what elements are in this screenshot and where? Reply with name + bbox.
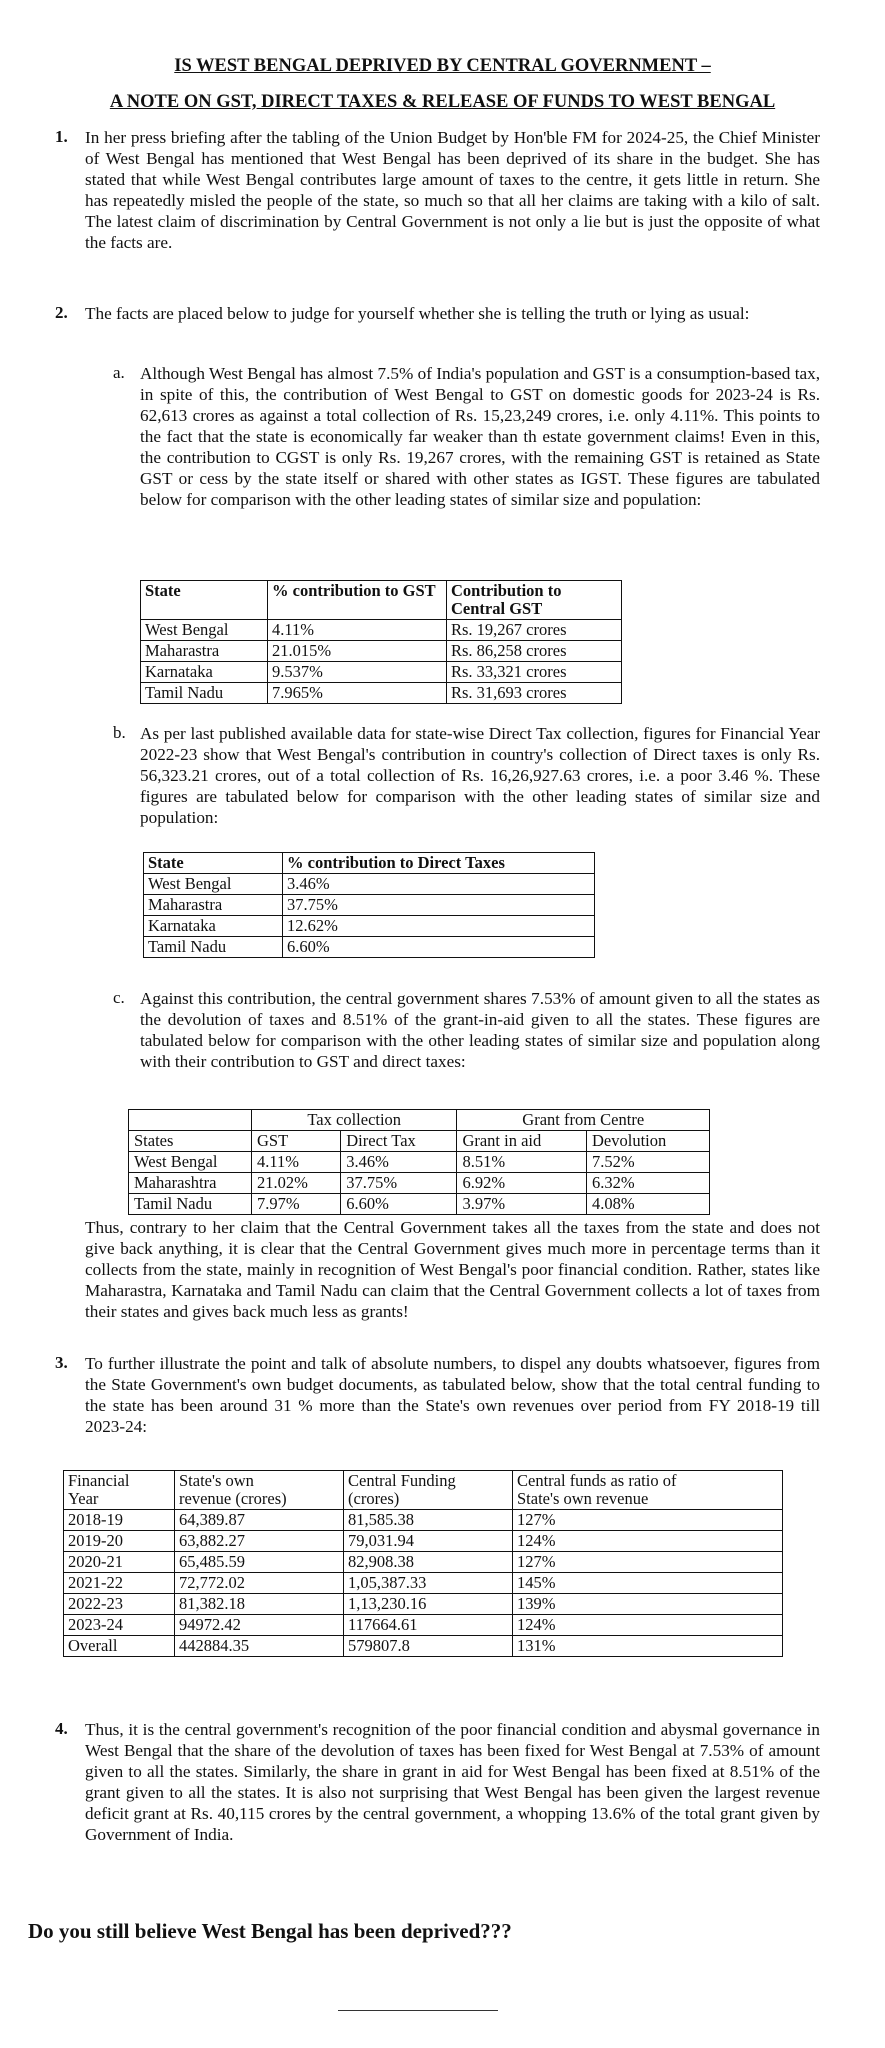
point-2-text: The facts are placed below to judge for yourself whether she is telling the truth or lying as usual: [85, 304, 750, 323]
column-header: State's own revenue (crores) [175, 1471, 344, 1510]
table-cell: West Bengal [129, 1152, 252, 1173]
table-cell: 81,382.18 [175, 1594, 344, 1615]
table-row [144, 895, 595, 916]
table-cell: 64,389.87 [175, 1510, 344, 1531]
central-funding-table [63, 1470, 783, 1657]
table-row [64, 1510, 783, 1531]
table-row [64, 1615, 783, 1636]
table-cell: Tamil Nadu [144, 937, 283, 958]
point-1-number: 1. [55, 127, 68, 146]
table-cell: 9.537% [268, 662, 447, 683]
table-cell: Rs. 86,258 crores [447, 641, 622, 662]
table-row [144, 916, 595, 937]
table-cell: Maharashtra [129, 1173, 252, 1194]
point-3-text: To further illustrate the point and talk of absolute numbers, to dispel any doubts whatsoever, figures from the State Government's own budget documents, as tabulated below, show that the total central funding to the state has been around 31 % more than the State's own revenues over period from FY 2018-19 till 2023-24: [85, 1354, 820, 1436]
table-cell: 3.46% [283, 874, 595, 895]
table-row [141, 662, 622, 683]
point-2b-letter: b. [113, 723, 126, 742]
table-cell: 131% [513, 1636, 783, 1657]
table-cell: 65,485.59 [175, 1552, 344, 1573]
table-cell: 37.75% [341, 1173, 457, 1194]
table-cell: 37.75% [283, 895, 595, 916]
table-cell: Maharastra [144, 895, 283, 916]
point-2c-conclusion: Thus, contrary to her claim that the Central Government takes all the taxes from the state and does not give back anything, it is clear that the Central Government gives much more in percentage terms than it collects from the state, mainly in recognition of West Bengal's poor financial condition. Rather, states like Maharastra, Karnataka and Tamil Nadu can claim that the Central Government collects a lot of taxes from their states and gives back much less as grants! [85, 1218, 820, 1321]
table-cell: 79,031.94 [344, 1531, 513, 1552]
table-cell: 7.52% [587, 1152, 710, 1173]
table-cell: 579807.8 [344, 1636, 513, 1657]
table-cell: 4.11% [252, 1152, 341, 1173]
point-2-number: 2. [55, 303, 68, 322]
table-header-row [64, 1471, 783, 1510]
tax-vs-grant-table [128, 1109, 710, 1215]
table-row [64, 1573, 783, 1594]
table-cell: 2019-20 [64, 1531, 175, 1552]
table-cell: 6.32% [587, 1173, 710, 1194]
column-header: Grant in aid [457, 1131, 587, 1152]
table-cell: 12.62% [283, 916, 595, 937]
group-header-tax-collection: Tax collection [252, 1110, 457, 1131]
point-4-number: 4. [55, 1719, 68, 1738]
table-cell: Maharastra [141, 641, 268, 662]
table-cell: 94972.42 [175, 1615, 344, 1636]
table-cell: Rs. 33,321 crores [447, 662, 622, 683]
table-cell: 442884.35 [175, 1636, 344, 1657]
point-2c-text: Against this contribution, the central government shares 7.53% of amount given to all the states as the devolution of taxes and 8.51% of the grant-in-aid given to all the states. These figures are tabulated below for comparison with the other leading states of similar size and population along with their contribution to GST and direct taxes: [140, 989, 820, 1071]
table-cell: 2023-24 [64, 1615, 175, 1636]
point-4-text: Thus, it is the central government's recognition of the poor financial condition and abysmal governance in West Bengal that the share of the devolution of taxes has been fixed for West Bengal at 7.53% of amount given to all the states. Similarly, the share in grant in aid for West Bengal has been fixed at 8.51% of the grant given to all the states. It is also not surprising that West Bengal has been given the largest revenue deficit grant at Rs. 40,115 crores by the central government, a whopping 13.6% of the total grant given by Government of India. [85, 1720, 820, 1844]
table-cell: 6.92% [457, 1173, 587, 1194]
point-2a-letter: a. [113, 363, 125, 382]
table-cell: Rs. 31,693 crores [447, 683, 622, 704]
table-cell: 82,908.38 [344, 1552, 513, 1573]
table-cell: 81,585.38 [344, 1510, 513, 1531]
column-header: Central Funding (crores) [344, 1471, 513, 1510]
table-cell: 139% [513, 1594, 783, 1615]
table-cell: 145% [513, 1573, 783, 1594]
end-divider [338, 2010, 498, 2011]
table-cell: 72,772.02 [175, 1573, 344, 1594]
table-cell: 4.08% [587, 1194, 710, 1215]
table-group-row [129, 1110, 710, 1131]
table-cell: 3.97% [457, 1194, 587, 1215]
table-cell: 8.51% [457, 1152, 587, 1173]
group-header-grant-from-centre: Grant from Centre [457, 1110, 710, 1131]
table-row [64, 1531, 783, 1552]
table-row [141, 641, 622, 662]
table-cell: 1,05,387.33 [344, 1573, 513, 1594]
table-cell: Rs. 19,267 crores [447, 620, 622, 641]
table-row [141, 683, 622, 704]
column-header: State [141, 581, 268, 620]
table-cell: 7.97% [252, 1194, 341, 1215]
table-header-row [141, 581, 622, 620]
table-row [64, 1552, 783, 1573]
gst-table [140, 580, 622, 704]
table-cell: West Bengal [144, 874, 283, 895]
point-2a-text: Although West Bengal has almost 7.5% of India's population and GST is a consumption-based tax, in spite of this, the contribution of West Bengal to GST on domestic goods for 2023-24 is Rs. 62,613 crores as against a total collection of Rs. 15,23,249 crores, i.e. only 4.11%. This points to the fact that the state is economically far weaker than th estate government claims! Even in this, the contribution to CGST is only Rs. 19,267 crores, with the remaining GST is retained as State GST or cess by the state itself or shared with other states as IGST. These figures are tabulated below for comparison with the other leading states of similar size and population: [140, 364, 820, 509]
table-cell: 117664.61 [344, 1615, 513, 1636]
table-cell: 127% [513, 1510, 783, 1531]
table-cell: 21.015% [268, 641, 447, 662]
table-cell: 21.02% [252, 1173, 341, 1194]
table-row [141, 620, 622, 641]
table-header-row [129, 1131, 710, 1152]
table-cell: 2018-19 [64, 1510, 175, 1531]
column-header: Central funds as ratio of State's own revenue [513, 1471, 783, 1510]
table-cell: Karnataka [141, 662, 268, 683]
table-cell: 2021-22 [64, 1573, 175, 1594]
table-cell: 4.11% [268, 620, 447, 641]
point-2b-text: As per last published available data for state-wise Direct Tax collection, figures for Financial Year 2022-23 show that West Bengal's contribution in country's collection of Direct taxes is only Rs. 56,323.21 crores, out of a total collection of Rs. 16,26,927.63 crores, i.e. a poor 3.46 %. These figures are tabulated below for comparison with the other leading states of similar size and population: [140, 724, 820, 827]
table-cell: Tamil Nadu [141, 683, 268, 704]
column-header: % contribution to GST [268, 581, 447, 620]
table-cell: 127% [513, 1552, 783, 1573]
table-cell: 7.965% [268, 683, 447, 704]
table-cell: Karnataka [144, 916, 283, 937]
document-title: IS WEST BENGAL DEPRIVED BY CENTRAL GOVERNMENT – [174, 56, 711, 76]
table-cell: 2020-21 [64, 1552, 175, 1573]
table-cell: 6.60% [341, 1194, 457, 1215]
table-cell [129, 1110, 252, 1131]
table-cell: 6.60% [283, 937, 595, 958]
direct-tax-table [143, 852, 595, 958]
column-header: Direct Tax [341, 1131, 457, 1152]
column-header: % contribution to Direct Taxes [283, 853, 595, 874]
column-header: Contribution to Central GST [447, 581, 622, 620]
table-cell: Overall [64, 1636, 175, 1657]
table-row [64, 1636, 783, 1657]
table-cell: 2022-23 [64, 1594, 175, 1615]
column-header: GST [252, 1131, 341, 1152]
point-1-text: In her press briefing after the tabling of the Union Budget by Hon'ble FM for 2024-25, the Chief Minister of West Bengal has mentioned that West Bengal has been deprived of its share in the budget. She has stated that while West Bengal contributes large amount of taxes to the centre, it gets little in return. She has repeatedly misled the people of the state, so much so that all her claims are taking with a kilo of salt. The latest claim of discrimination by Central Government is not only a lie but is just the opposite of what the facts are. [85, 128, 820, 252]
column-header: State [144, 853, 283, 874]
table-cell: 124% [513, 1531, 783, 1552]
table-row [144, 874, 595, 895]
table-cell: 3.46% [341, 1152, 457, 1173]
closing-question: Do you still believe West Bengal has been deprived??? [28, 1919, 512, 1943]
column-header: Financial Year [64, 1471, 175, 1510]
point-3-number: 3. [55, 1353, 68, 1372]
table-row [129, 1173, 710, 1194]
table-row [64, 1594, 783, 1615]
table-cell: 63,882.27 [175, 1531, 344, 1552]
table-header-row [144, 853, 595, 874]
point-2c-letter: c. [113, 988, 125, 1007]
table-row [129, 1152, 710, 1173]
table-cell: Tamil Nadu [129, 1194, 252, 1215]
document-subtitle: A NOTE ON GST, DIRECT TAXES & RELEASE OF FUNDS TO WEST BENGAL [109, 92, 776, 112]
table-cell: West Bengal [141, 620, 268, 641]
table-row [129, 1194, 710, 1215]
column-header: States [129, 1131, 252, 1152]
column-header: Devolution [587, 1131, 710, 1152]
table-cell: 1,13,230.16 [344, 1594, 513, 1615]
table-row [144, 937, 595, 958]
table-cell: 124% [513, 1615, 783, 1636]
